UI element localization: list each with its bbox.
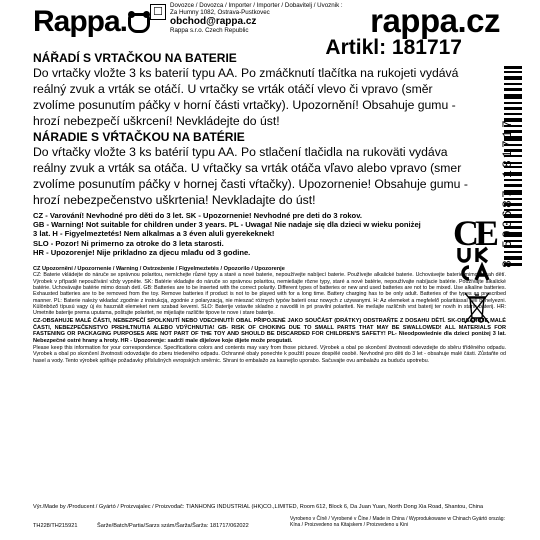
age-warning: GB - Warning! Not suitable for children under 3 years. PL - Uwaga! Nie nadaje się dla dzieci w wieku poniżej 3 lat. H - Figyelmeztetés! Nem alkalmas a 3 éven aluli gyerekeknek! xyxy=(33,220,421,239)
checkbox-icon: ☐ xyxy=(150,4,166,20)
section-title-cz: NÁŘADÍ S VRTAČKOU NA BATERIE xyxy=(33,51,237,65)
battery-text: CZ: Baterie vkládejte do náruče se správnou polaritou, nemíchejte různé typy a staré a nové baterie, nepoužívejte nabíjecí baterie. Používejte alkalické baterie. Uchovávejte baterie mimo dosah dětí. Výrobek v případě nepoužívání vždy vypněte. SK: Batérie vkladajte do náruče so správnou polaritou, nemiešajte rôzne typy, staré a nové batérie, nepoužívajte nabíjacie batérie. Používajte alkalické batérie. Uchovávajte batérie mimo dosah detí. GB: Batteries are to be inserted with the correct polarity. Different types of batteries or new and used batteries are not to be mixed. Use alkaline batteries. Exhausted batteries are to be removed from the toy. Remove batteries if product is not to be played with for a long time. Battery charging has to be only adult. Batteries of the types as prescribed manner. PL: Baterie należy wkładać zgodnie z instrukcją, zgodnie z polaryzacją, nie mieszać różnych typów baterii oraz nowych z używanymi. H: Az elemeket a megfelelő polaritással kell behelyezni. Különböző típusú vagy új és használt elemeket nem szabad keverni. SLO: Baterije vstavite skladno z navodili in pri pravilni polariteti. Ne mešajte različnih vrst baterij ter novih in starih baterij. HR: Umetnite baterije prema uputama, poštujte polaritet, ne miješajte različite tipove te nove i stare baterije. xyxy=(33,272,506,317)
section-body-cz: Do vrtačky vložte 3 ks baterií typu AA. Po zmáčknutí tlačítka na rukojeti vydává reálný zvuk a vrták se otáčí. U vrtačky se vrták otáčí vlevo či vpravo (směr zvolíme posunutím páčky v horní části vrtačky). Upozornění! Obsahuje gumu - hrozí nebezpečí uškrcení! Nevkládejte do úst! xyxy=(33,66,459,128)
article-number: Artikl: 181717 xyxy=(325,36,462,59)
label-header xyxy=(0,0,540,40)
product-description xyxy=(33,38,473,208)
importer-company: Rappa s.r.o. Czech Republic xyxy=(170,27,249,35)
origin-info: Vyrobeno v Číně / Vyrobené v Číne / Made in China / Wyprodukowane w Chinach Gyártó ország: Kína / Proizvedeno na Kitajskem / Proizvedeno u Kini xyxy=(290,516,505,528)
recycling-text: Please keep this information for your correspondence. Specifications colors and contents may vary from those pictured. Výrobek a obal po skončení životnosti odevzdejte do sběru tříděného odpadu. Vyrobek a obal po skončení životnosti odovzdajte do zberu triedeného odpadu. Ochranné obaly ponechte k použití pouze dospělé osobě. Nevhodné pro děti do 3 let - obsahuje malé části. Zůstaňte od hasel a vody. Tento výrobek splňuje požadavky příslušných evropských směrnic. Shrani to embalažo za kasnejšo uporabo. Sačuvajte ovu ambalažu za buduću upotrebu. xyxy=(33,345,506,364)
batch-code: TH228/TH215921 xyxy=(33,523,78,529)
importer-email: obchod@rappa.cz xyxy=(170,16,257,28)
brand-website: rappa.cz xyxy=(370,2,500,39)
importer-address: Za Humny 1082, Ostrava-Pustkovec xyxy=(170,9,270,17)
manufacturer-info: Výr./Made by /Producent / Gyártó / Proizvajalec / Proizvođač: TIANHONG INDUSTRIAL (HK)CO.,LIMITED, Room 612, Block 6, Da Juan Yuan, North Dong Xia Road, Shantou, China xyxy=(33,504,484,510)
importer-info xyxy=(170,2,343,35)
choking-warning: CZ-OBSAHUJE MALÉ ČÁSTI, NEBEZPEČÍ SPOLKNUTÍ NEBO VDECHNUTÍ! OBAL PŘIPOJENÉ JAKO SOUČÁST (DRÁTKY) ODSTRAŇTE Z DOSAHU DĚTÍ. SK-OBSAHUJE MALÉ ČASTI, NEBEZPEČENSTVO PREHLTNUTIA ALEBO VDÝCHNUTIA! GB- RISK OF CHOKING DUE TO SMALL PARTS THAT MAY BE SWALLOWED! ALL MATERIALS FOR FASTENING OR PACKAGING PURPOSES ARE NOT PART OF THE TOY AND SHOULD BE DISCARDED FOR CHILDREN'S SAFETY! PL- Nieodpowiednie dla dzieci poniżej 3 lat. Nebezpečné ostré hrany a hroty. HR - Upozorenje: sadrži male dijelove koje dijete može progutati. xyxy=(33,318,506,344)
ce-mark: CE xyxy=(452,213,495,253)
importer-line: Dovozce / Dovozca / Importer / Importer / Dobavitelj / Uvoznik : xyxy=(170,2,343,9)
age-warning: CZ - Varování! Nevhodné pro děti do 3 let. SK - Upozornenie! Nevhodné pre deti do 3 rokov. xyxy=(33,211,362,220)
age-warning: HR - Upozorenje! Nije prikladno za djecu mlađu od 3 godine. xyxy=(33,247,251,257)
batch-label: Šarže/Batch/Partia/Sarzs szám/Šarža/Šarža: 181717/062022 xyxy=(97,523,249,529)
batch-info xyxy=(33,523,267,529)
age-warning-block xyxy=(33,211,421,257)
brand-logo: Rappa. xyxy=(33,5,150,39)
bear-face-icon xyxy=(128,13,150,33)
section-title-sk: NÁRADIE S VŔTAČKOU NA BATÉRIE xyxy=(33,130,245,144)
age-warning: SLO - Pozor! Ni primerno za otroke do 3 leta starosti. xyxy=(33,238,224,248)
barcode-digits: 8 590687 181717 xyxy=(500,117,515,268)
battery-warnings xyxy=(33,266,506,364)
battery-header: CZ Upozornění / Upozornenie / Warning / Ostrzeżenie / Figyelmeztetés / Opozorilo / Upozorenje xyxy=(33,266,285,272)
section-body-sk: Do vŕtačky vložte 3 ks batérií typu AA. Po stlačení tlačidla na rukoväti vydáva reálny zvuk a vrták sa otáča. U vŕtačky sa vrták otáča vľavo alebo vpravo (smer zvolíme posunutím páčky v hornej časti vŕtačky). Upozornenie! Obsahuje gumu - hrozí nebezpečenstvo uškrtenia! Nevkladajte do úst! xyxy=(33,145,468,207)
